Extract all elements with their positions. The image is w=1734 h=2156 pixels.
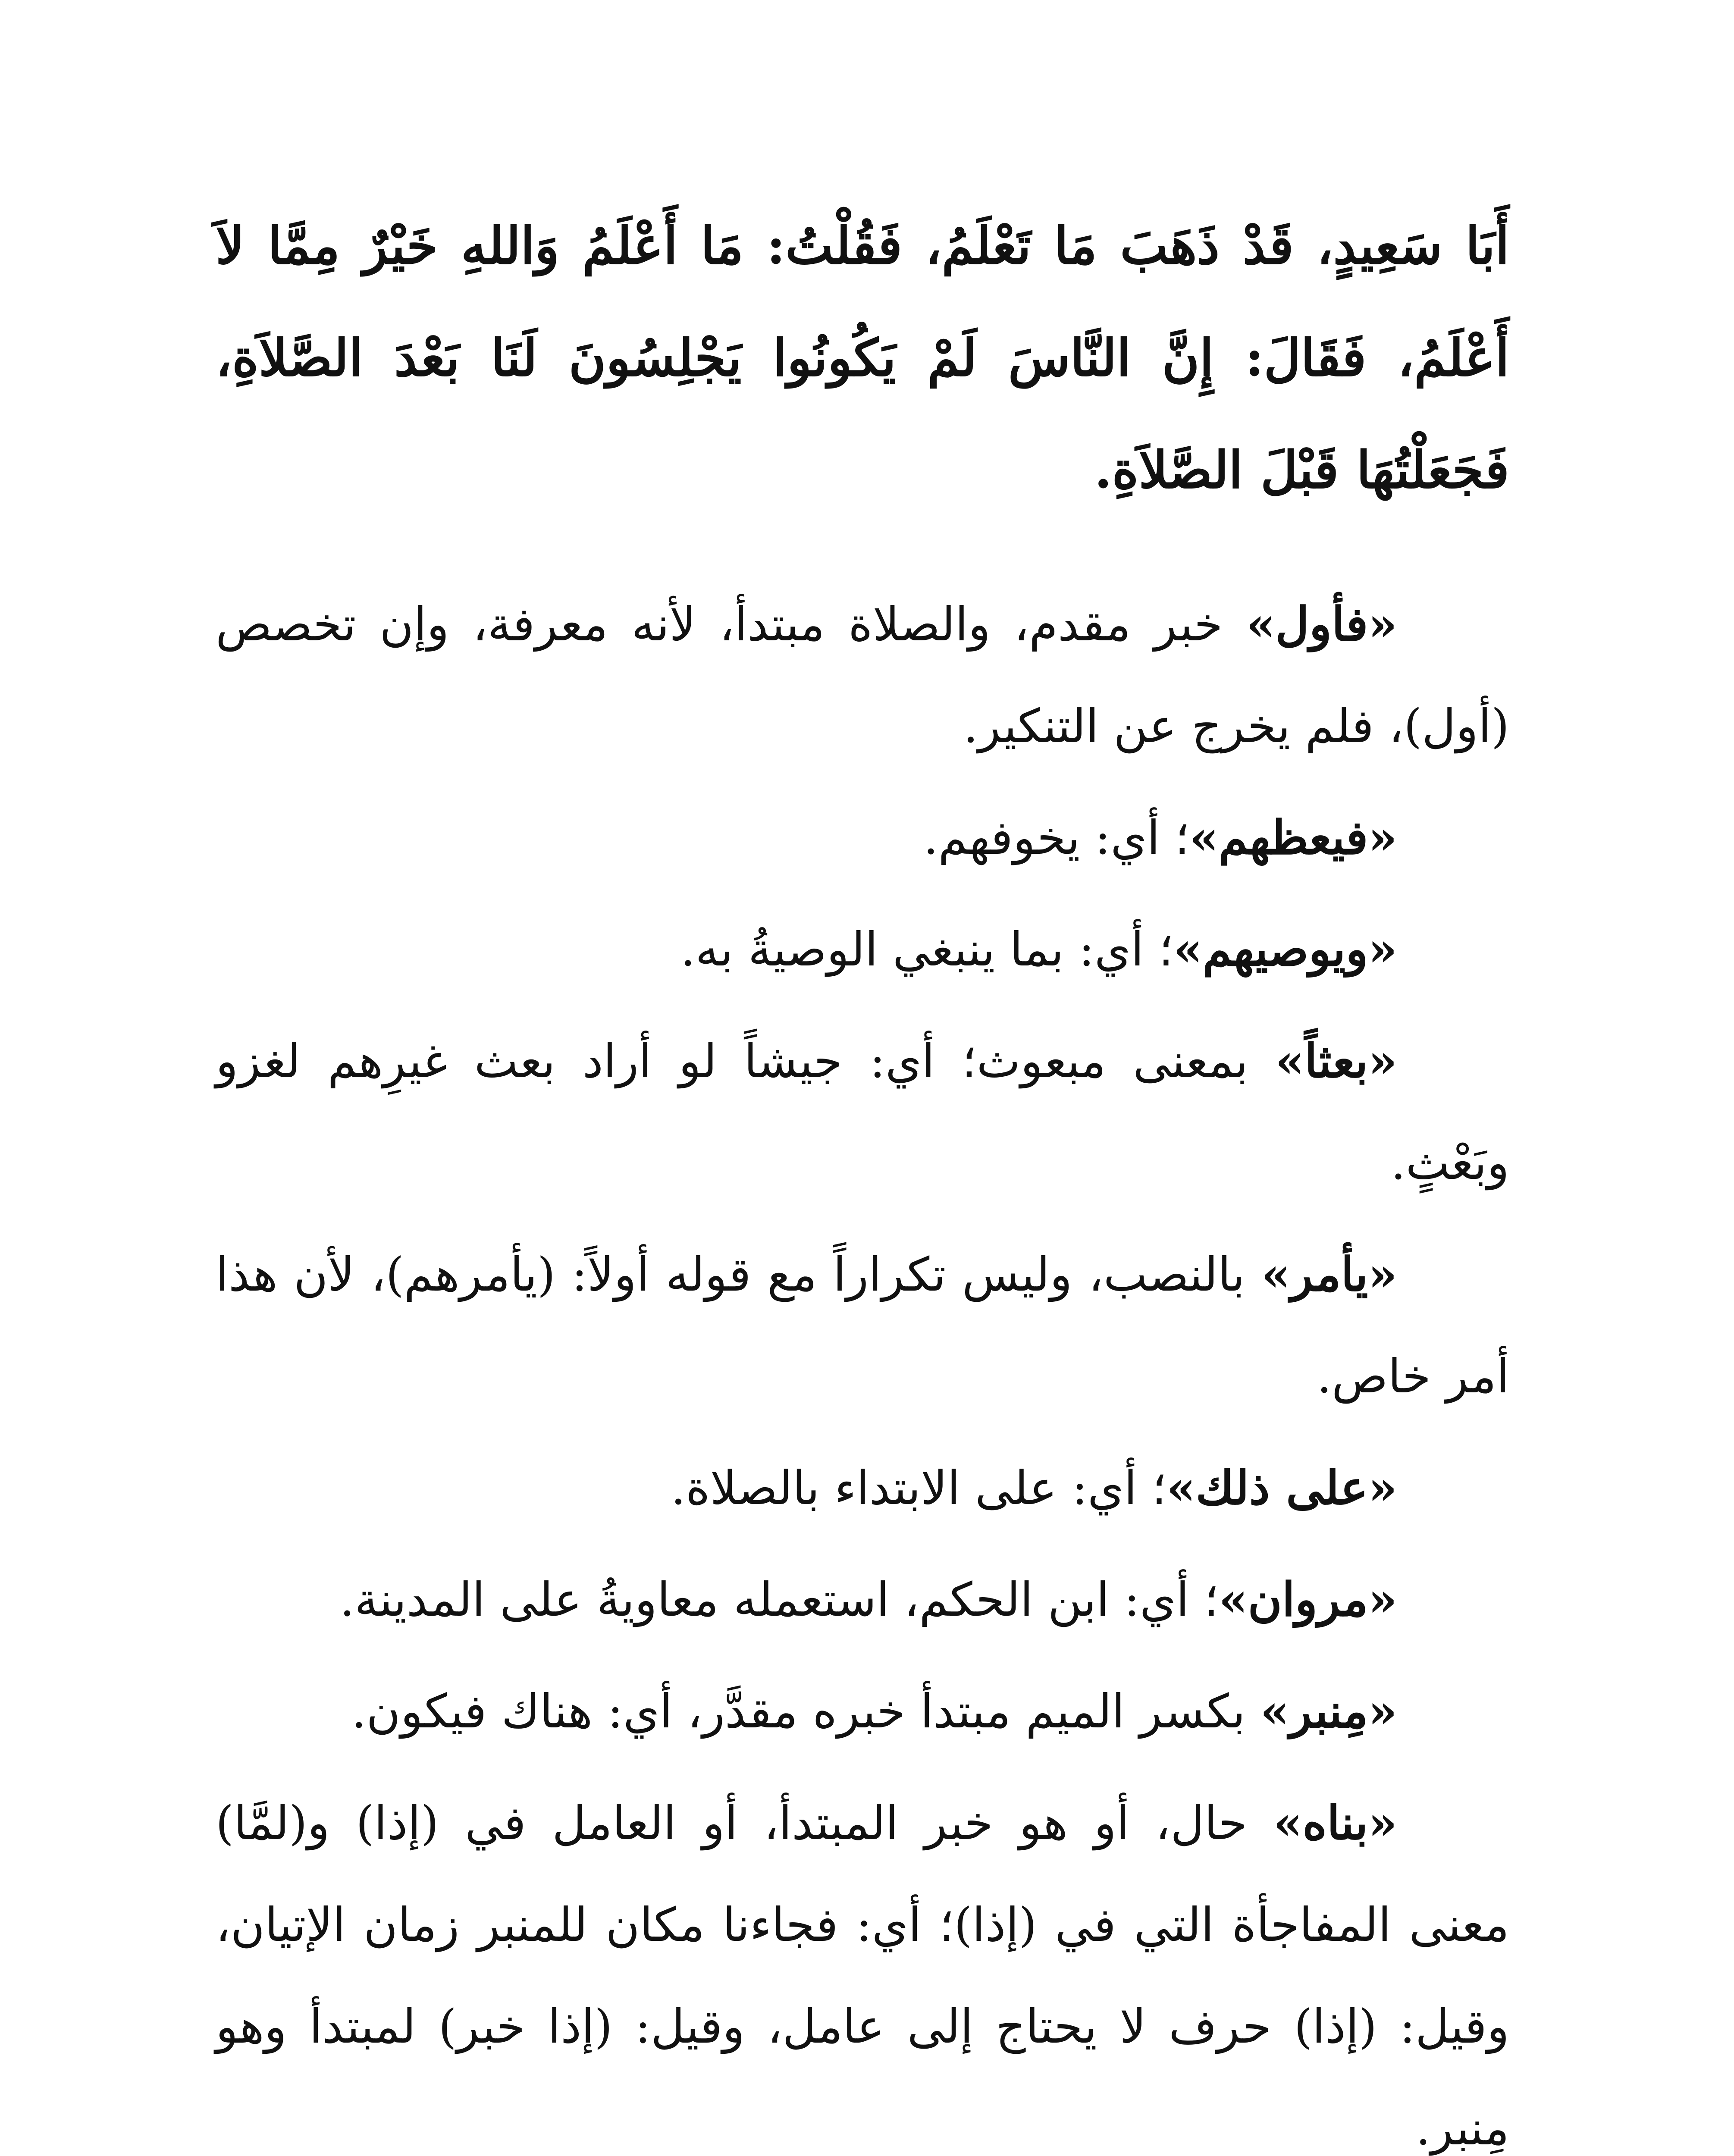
- commentary-text: حال، أو هو خبر المبتدأ، أو العامل في (إذا) و(لمَّا) معنى المفاجأة التي في (إذا)؛ أي: فجاءنا مكان للمنبر زمان الإتيان، وقيل: (إذا) حرف لا يحتاج إلى عامل، وقيل: (إذا خبر) لمبتدأ وهو مِنبر.: [216, 1796, 1509, 2156]
- commentary-term: «مروان»: [1219, 1573, 1397, 1627]
- commentary-entry: [216, 573, 1509, 777]
- commentary-term: «فيعظهم»: [1189, 811, 1397, 865]
- commentary-entry: [216, 1437, 1509, 1539]
- commentary-text: ؛ أي: يخوفهم.: [923, 811, 1190, 865]
- commentary-entry: [216, 1661, 1509, 1763]
- commentary-entry: [216, 1772, 1509, 2156]
- commentary-term: «بناه»: [1273, 1796, 1397, 1850]
- commentary-text: بمعنى مبعوث؛ أي: جيشاً لو أراد بعث غيرِهم لغزو وبَعْثٍ.: [216, 1034, 1509, 1190]
- commentary-text: ؛ أي: على الابتداء بالصلاة.: [671, 1461, 1167, 1515]
- commentary-term: «على ذلك»: [1166, 1461, 1397, 1515]
- commentary-entry: [216, 1010, 1509, 1214]
- commentary-text: ؛ أي: ابن الحكم، استعمله معاويةُ على المدينة.: [339, 1573, 1219, 1627]
- commentary: [216, 573, 1509, 2156]
- commentary-entry: [216, 787, 1509, 889]
- commentary-text: بالنصب، وليس تكراراً مع قوله أولاً: (يأمرهم)، لأن هذا أمر خاص.: [216, 1248, 1509, 1404]
- commentary-term: «يأمر»: [1261, 1247, 1397, 1302]
- commentary-entry: [216, 899, 1509, 1001]
- commentary-term: «ويوصيهم»: [1173, 922, 1397, 977]
- commentary-entry: [216, 1224, 1509, 1428]
- commentary-term: «فأول»: [1246, 597, 1397, 652]
- commentary-term: «بعثاً»: [1275, 1034, 1397, 1088]
- commentary-text: بكسر الميم مبتدأ خبره مقدَّر، أي: هناك فيكون.: [351, 1685, 1261, 1739]
- commentary-text: ؛ أي: بما ينبغي الوصيةُ به.: [680, 923, 1174, 977]
- commentary-entry: [216, 1549, 1509, 1651]
- commentary-term: «مِنبر»: [1260, 1684, 1397, 1739]
- hadith-text: أَبَا سَعِيدٍ، قَدْ ذَهَبَ مَا تَعْلَمُ، فَقُلْتُ: مَا أَعْلَمُ وَاللهِ خَيْرٌ مِمَّا لاَ أَعْلَمُ، فَقَالَ: إِنَّ النَّاسَ لَمْ يَكُونُوا يَجْلِسُونَ لَنَا بَعْدَ الصَّلاَةِ، فَجَعَلْتُهَا قَبْلَ الصَّلاَةِ.: [216, 216, 1509, 500]
- commentary-text: خبر مقدم، والصلاة مبتدأ، لأنه معرفة، وإن تخصص (أول)، فلم يخرج عن التنكير.: [216, 598, 1509, 753]
